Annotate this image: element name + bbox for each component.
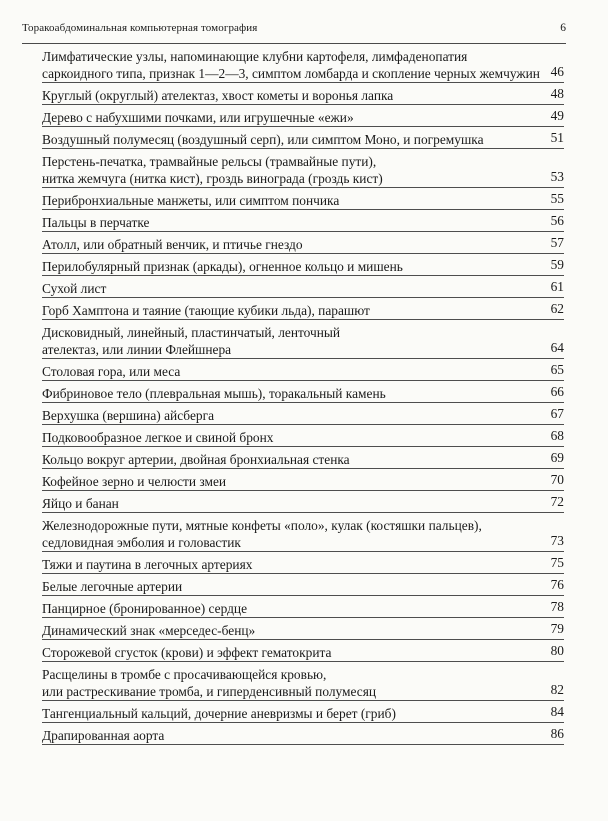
toc-entry [42, 491, 564, 513]
toc-entry-title-line: Драпированная аорта [42, 728, 165, 743]
toc-entry [42, 723, 564, 745]
toc-entry [42, 596, 564, 618]
toc-entry [42, 320, 564, 359]
toc-entry-title-line: Перибронхиальные манжеты, или симптом пончика [42, 193, 340, 208]
toc-entry-page-number: 80 [550, 643, 564, 658]
toc-entry-page-number: 57 [550, 235, 564, 250]
toc-entry [42, 210, 564, 232]
toc-entry [42, 618, 564, 640]
toc-entry-title-line: Яйцо и банан [42, 496, 119, 511]
toc-entry-title-line: Подковообразное легкое и свиной бронх [42, 430, 274, 445]
toc-entry-title-line: саркоидного типа, признак 1—2—3, симптом ломбарда и скопление черных жемчужин [42, 66, 540, 81]
toc-entry [42, 188, 564, 210]
toc-entry [42, 403, 564, 425]
toc-entry [42, 447, 564, 469]
toc-entry-page-number: 59 [550, 257, 564, 272]
toc-entry-page-number: 62 [550, 301, 564, 316]
toc-entry [42, 640, 564, 662]
toc-entry-title-line: Круглый (округлый) ателектаз, хвост кометы и воронья лапка [42, 88, 394, 103]
toc-entry-title-line: Горб Хамптона и таяние (тающие кубики льда), парашют [42, 303, 370, 318]
toc-entry-title-line: Кофейное зерно и челюсти змеи [42, 474, 227, 489]
toc-entry [42, 662, 564, 701]
page-number: 6 [560, 22, 566, 34]
toc-entry [42, 232, 564, 254]
toc-entry-title-line: ателектаз, или линии Флейшнера [42, 342, 232, 357]
toc-entry-page-number: 79 [550, 621, 564, 636]
toc-entry-page-number: 82 [550, 682, 564, 697]
toc-entry-page-number: 48 [550, 86, 564, 101]
table-of-contents [42, 44, 564, 745]
toc-entry [42, 513, 564, 552]
toc-entry-page-number: 61 [550, 279, 564, 294]
toc-entry-title-line: Перилобулярный признак (аркады), огненное кольцо и мишень [42, 259, 403, 274]
toc-entry [42, 359, 564, 381]
toc-entry-page-number: 49 [550, 108, 564, 123]
toc-entry [42, 127, 564, 149]
toc-entry-title-line: Лимфатические узлы, напоминающие клубни картофеля, лимфаденопатия [42, 49, 468, 64]
toc-entry-title-line: Верхушка (вершина) айсберга [42, 408, 215, 423]
toc-entry-page-number: 64 [550, 340, 564, 355]
toc-entry-page-number: 53 [550, 169, 564, 184]
toc-entry-page-number: 51 [550, 130, 564, 145]
toc-entry-title-line: Фибриновое тело (плевральная мышь), торакальный камень [42, 386, 386, 401]
toc-entry [42, 83, 564, 105]
toc-entry-page-number: 46 [550, 64, 564, 79]
toc-entry-title-line: Кольцо вокруг артерии, двойная бронхиальная стенка [42, 452, 350, 467]
toc-entry-page-number: 69 [550, 450, 564, 465]
toc-entry [42, 469, 564, 491]
toc-entry-title-line: Панцирное (бронированное) сердце [42, 601, 248, 616]
toc-entry-page-number: 68 [550, 428, 564, 443]
toc-entry [42, 381, 564, 403]
toc-entry-title-line: Белые легочные артерии [42, 579, 183, 594]
running-header-title: Торакоабдоминальная компьютерная томография [22, 22, 258, 34]
toc-entry-title-line: Атолл, или обратный венчик, и птичье гнездо [42, 237, 303, 252]
toc-entry-page-number: 78 [550, 599, 564, 614]
toc-entry-page-number: 65 [550, 362, 564, 377]
running-header [22, 0, 566, 44]
toc-entry-page-number: 76 [550, 577, 564, 592]
toc-entry [42, 254, 564, 276]
toc-entry-page-number: 67 [550, 406, 564, 421]
toc-entry-page-number: 73 [550, 533, 564, 548]
toc-entry-page-number: 56 [550, 213, 564, 228]
toc-entry-title-line: или растрескивание тромба, и гиперденсивный полумесяц [42, 684, 377, 699]
toc-entry-page-number: 70 [550, 472, 564, 487]
toc-entry [42, 276, 564, 298]
toc-entry-title-line: Тяжи и паутина в легочных артериях [42, 557, 253, 572]
toc-entry [42, 574, 564, 596]
toc-entry-title-line: Сухой лист [42, 281, 107, 296]
toc-entry-title-line: Воздушный полумесяц (воздушный серп), или симптом Моно, и погремушка [42, 132, 484, 147]
toc-entry-page-number: 72 [550, 494, 564, 509]
toc-entry [42, 552, 564, 574]
toc-entry [42, 701, 564, 723]
toc-entry [42, 149, 564, 188]
toc-entry-page-number: 86 [550, 726, 564, 741]
toc-entry-title-line: Пальцы в перчатке [42, 215, 150, 230]
toc-entry-title-line: Расщелины в тромбе с просачивающейся кровью, [42, 667, 327, 682]
toc-entry-title-line: Дисковидный, линейный, пластинчатый, ленточный [42, 325, 341, 340]
toc-entry [42, 105, 564, 127]
toc-entry-page-number: 84 [550, 704, 564, 719]
toc-entry [42, 44, 564, 83]
toc-entry-page-number: 55 [550, 191, 564, 206]
toc-entry [42, 425, 564, 447]
toc-entry-title-line: Перстень-печатка, трамвайные рельсы (трамвайные пути), [42, 154, 377, 169]
toc-entry-title-line: Тангенциальный кальций, дочерние аневризмы и берет (гриб) [42, 706, 396, 721]
toc-entry-page-number: 75 [550, 555, 564, 570]
toc-entry-title-line: Столовая гора, или меса [42, 364, 181, 379]
toc-entry-title-line: Динамический знак «мерседес-бенц» [42, 623, 256, 638]
toc-entry-title-line: нитка жемчуга (нитка кист), гроздь винограда (гроздь кист) [42, 171, 383, 186]
toc-entry-title-line: седловидная эмболия и головастик [42, 535, 241, 550]
toc-entry [42, 298, 564, 320]
toc-entry-title-line: Сторожевой сгусток (крови) и эффект гематокрита [42, 645, 332, 660]
toc-entry-title-line: Железнодорожные пути, мятные конфеты «поло», кулак (костяшки пальцев), [42, 518, 482, 533]
toc-entry-title-line: Дерево с набухшими почками, или игрушечные «ежи» [42, 110, 354, 125]
toc-entry-page-number: 66 [550, 384, 564, 399]
